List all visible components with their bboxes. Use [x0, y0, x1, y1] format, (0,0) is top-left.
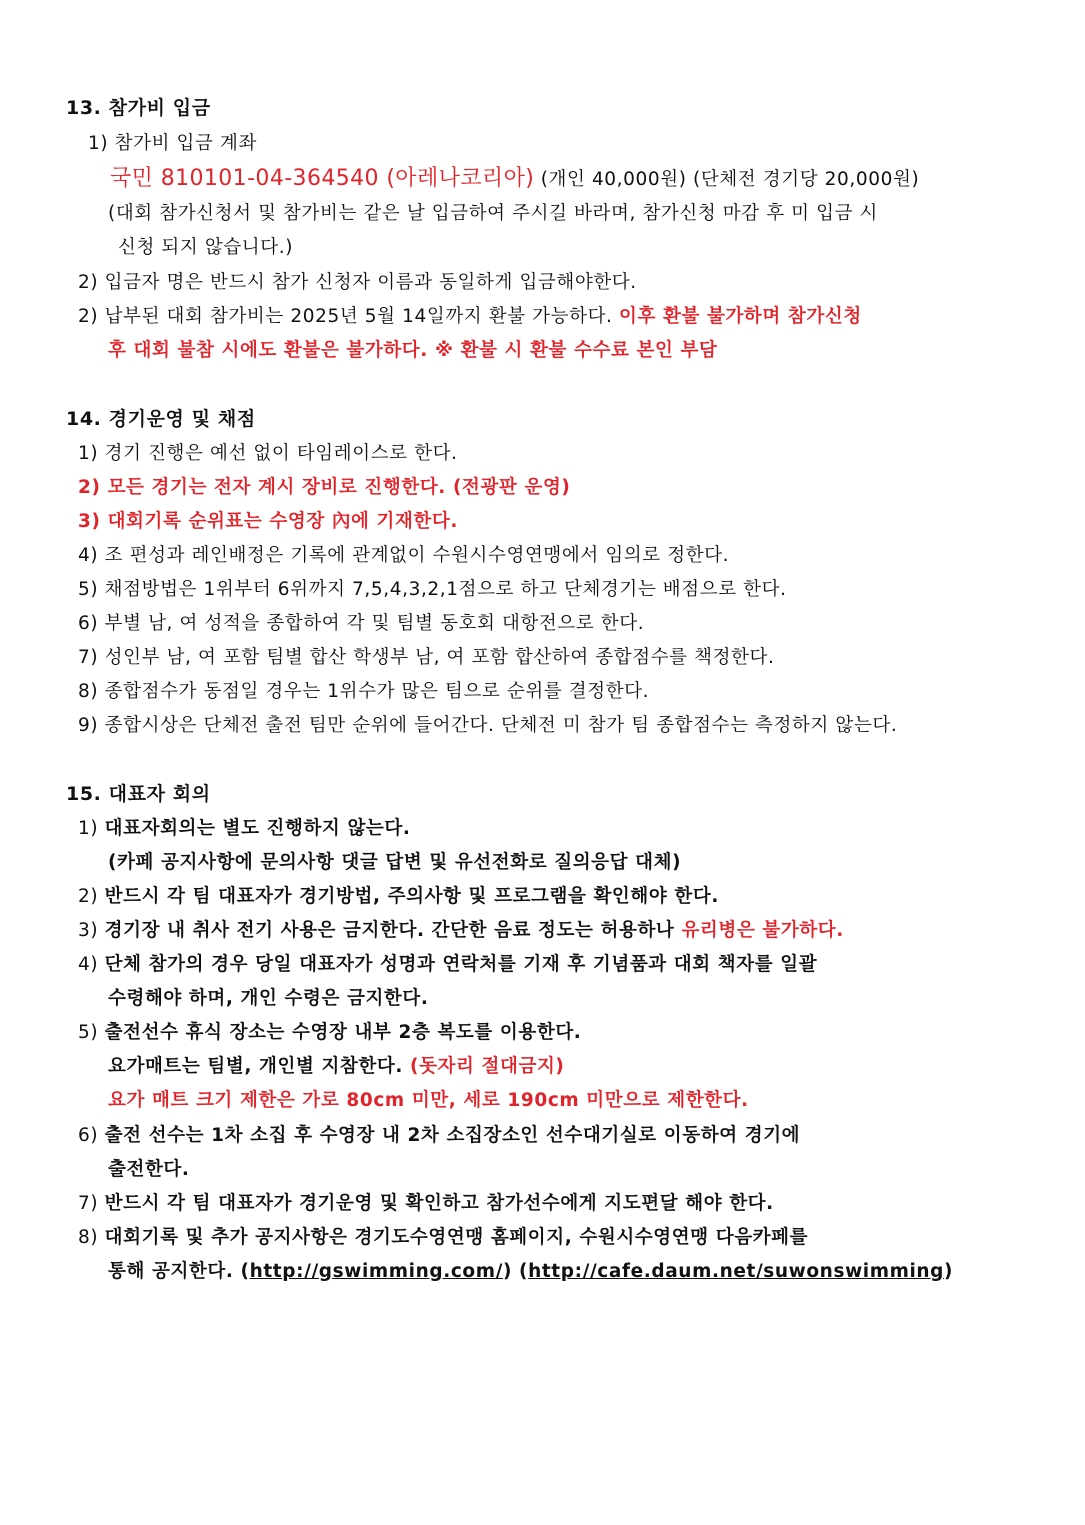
section-14-item-8: 8) 종합점수가 동점일 경우는 1위수가 많은 팀으로 순위를 결정한다. [78, 681, 650, 702]
item-number: 5) [78, 1022, 105, 1043]
section-14-item-4: 4) 조 편성과 레인배정은 기록에 관계없이 수원시수영연맹에서 임의로 정한다. [78, 545, 730, 566]
section-15-item-4 [78, 952, 817, 978]
section-14-item-7: 7) 성인부 남, 여 포함 팀별 합산 학생부 남, 여 포함 합산하여 종합점수를 책정한다. [78, 647, 775, 668]
section-15-item-4-continuation: 수령해야 하며, 개인 수령은 금지한다. [108, 988, 429, 1009]
glass-bottle-warning: 유리병은 불가하다. [681, 920, 844, 941]
item-text: 대표자회의는 별도 진행하지 않는다. [104, 818, 411, 839]
daum-cafe-link[interactable]: http://cafe.daum.net/suwonswimming [528, 1261, 945, 1282]
section-15-item-2 [78, 884, 719, 910]
item-number: 7) [78, 1193, 105, 1214]
item-text: 반드시 각 팀 대표자가 경기방법, 주의사항 및 프로그램을 확인해야 한다. [104, 886, 719, 907]
refund-warning-part-2: 후 대회 불참 시에도 환불은 불가하다. ※ 환불 시 환불 수수료 본인 부담 [108, 340, 718, 361]
section-15-item-1 [78, 816, 411, 842]
item-number: 8) [78, 1227, 105, 1248]
item-number: 2) [78, 886, 105, 907]
section-13-item-2: 2) 입금자 명은 반드시 참가 신청자 이름과 동일하게 입금해야한다. [78, 272, 637, 293]
item-text: 대회기록 및 추가 공지사항은 경기도수영연맹 홈페이지, 수원시수영연맹 다음카페를 [104, 1227, 809, 1248]
section-15-heading: 15. 대표자 회의 [66, 783, 211, 805]
section-14-item-5: 5) 채점방법은 1위부터 6위까지 7,5,4,3,2,1점으로 하고 단체경기는 배점으로 한다. [78, 579, 787, 600]
closing-paren: ) [944, 1261, 954, 1282]
yoga-mat-size-limit: 요가 매트 크기 제한은 가로 80cm 미만, 세로 190cm 미만으로 제한한다. [108, 1090, 749, 1111]
section-13-item-3 [78, 304, 862, 330]
notice-text: 통해 공지한다. ( [108, 1261, 250, 1282]
section-14-item-3: 3) 대회기록 순위표는 수영장 內에 기재한다. [78, 511, 458, 532]
section-14-item-6: 6) 부별 남, 여 성적을 종합하여 각 및 팀별 동호회 대항전으로 한다. [78, 613, 645, 634]
fee-info: (개인 40,000원) (단체전 경기당 20,000원) [534, 169, 920, 190]
section-14-item-1: 1) 경기 진행은 예선 없이 타임레이스로 한다. [78, 443, 458, 464]
section-15-item-8 [78, 1225, 808, 1251]
item-number: 3) [78, 920, 105, 941]
item-text: 경기장 내 취사 전기 사용은 금지한다. 간단한 음료 정도는 허용하나 [104, 920, 682, 941]
bank-account: 국민 810101-04-364540 (아레나코리아) [110, 166, 535, 191]
gswimming-link[interactable]: http://gswimming.com/ [249, 1261, 503, 1282]
item-number: 1) [78, 818, 105, 839]
mat-ban-warning: (돗자리 절대금지) [410, 1056, 565, 1077]
item-text: 반드시 각 팀 대표자가 경기운영 및 확인하고 참가선수에게 지도편달 해야 한다. [104, 1193, 774, 1214]
section-14-item-9: 9) 종합시상은 단체전 출전 팀만 순위에 들어간다. 단체전 미 참가 팀 종합점수는 측정하지 않는다. [78, 715, 898, 736]
link-separator: ) ( [502, 1261, 529, 1282]
section-15-item-1-continuation: (카페 공지사항에 문의사항 댓글 답변 및 유선전화로 질의응답 대체) [108, 852, 682, 873]
account-line [110, 166, 919, 193]
section-15-item-5 [78, 1020, 581, 1046]
refund-warning-part-1: 이후 환불 불가하며 참가신청 [619, 306, 862, 327]
item-text: 출전선수 휴식 장소는 수영장 내부 2층 복도를 이용한다. [104, 1022, 582, 1043]
item-number: 6) [78, 1125, 105, 1146]
section-13-note-line-2: 신청 되지 않습니다.) [118, 237, 294, 258]
section-15-item-3 [78, 918, 844, 944]
section-15-item-8-continuation [108, 1259, 953, 1285]
section-13-heading: 13. 참가비 입금 [66, 97, 211, 119]
refund-deadline-text: 2) 납부된 대회 참가비는 2025년 5월 14일까지 환불 가능하다. [78, 306, 620, 327]
section-14-item-2: 2) 모든 경기는 전자 계시 장비로 진행한다. (전광판 운영) [78, 477, 571, 498]
section-13-item-1-label: 1) 참가비 입금 계좌 [88, 133, 257, 154]
section-14-heading: 14. 경기운영 및 채점 [66, 408, 256, 430]
item-text: 단체 참가의 경우 당일 대표자가 성명과 연락처를 기재 후 기념품과 대회 책자를 일괄 [104, 954, 818, 975]
section-15-item-5-continuation-1 [108, 1054, 564, 1080]
yoga-mat-text: 요가매트는 팀별, 개인별 지참한다. [108, 1056, 411, 1077]
section-13-note-line-1: (대회 참가신청서 및 참가비는 같은 날 입금하여 주시길 바라며, 참가신청 마감 후 미 입금 시 [108, 203, 878, 224]
section-15-item-6-continuation: 출전한다. [108, 1159, 190, 1180]
section-15-item-7 [78, 1191, 774, 1217]
item-number: 4) [78, 954, 105, 975]
section-15-item-6 [78, 1123, 800, 1149]
item-text: 출전 선수는 1차 소집 후 수영장 내 2차 소집장소인 선수대기실로 이동하여 경기에 [104, 1125, 801, 1146]
